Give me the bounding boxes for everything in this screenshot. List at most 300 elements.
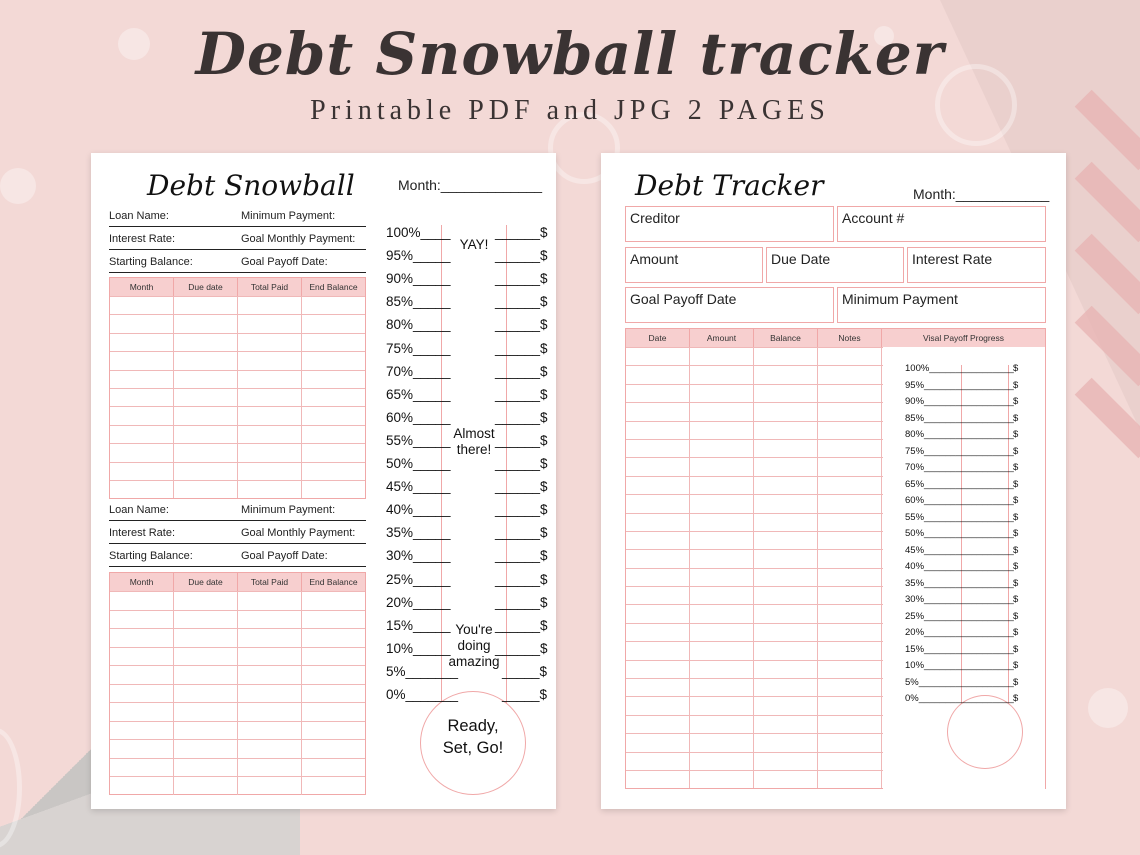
table-row bbox=[110, 314, 365, 332]
table-row bbox=[110, 370, 365, 388]
table-cell[interactable] bbox=[302, 463, 365, 480]
table-cell[interactable] bbox=[754, 624, 818, 641]
table-cell[interactable] bbox=[110, 629, 174, 647]
table-cell[interactable] bbox=[690, 771, 754, 788]
table-cell[interactable] bbox=[110, 352, 174, 369]
table-cell[interactable] bbox=[174, 592, 238, 610]
table-cell[interactable] bbox=[302, 666, 365, 684]
table-cell[interactable] bbox=[302, 315, 365, 332]
progress-percent-label: 70%_____ bbox=[386, 363, 451, 379]
table-cell[interactable] bbox=[174, 777, 238, 795]
table-cell[interactable] bbox=[110, 371, 174, 388]
progress-percent-label: 95%_________________ bbox=[905, 379, 1014, 391]
progress-percent-label: 30%_________________ bbox=[905, 594, 1014, 605]
main-title: Debt Snowball tracker bbox=[195, 20, 945, 88]
table-cell[interactable] bbox=[690, 605, 754, 622]
table-cell[interactable] bbox=[754, 532, 818, 549]
column-header: Total Paid bbox=[238, 573, 302, 591]
progress-percent-label: 10%_____ bbox=[386, 640, 451, 656]
progress-dollar-blank[interactable]: ______$ bbox=[495, 340, 548, 356]
progress-dollar-blank[interactable]: ______$ bbox=[495, 432, 548, 448]
table-cell[interactable] bbox=[174, 371, 238, 388]
table-cell[interactable] bbox=[238, 426, 302, 443]
progress-percent-label: 100%________________ bbox=[905, 363, 1014, 374]
table-cell[interactable] bbox=[690, 348, 754, 365]
interest-rate-field[interactable]: Interest Rate bbox=[907, 247, 1046, 283]
table-cell[interactable] bbox=[690, 532, 754, 549]
table-cell[interactable] bbox=[818, 697, 882, 714]
table-row bbox=[110, 296, 365, 314]
progress-percent-label: 80%_________________ bbox=[905, 429, 1014, 440]
table-cell[interactable] bbox=[754, 642, 818, 659]
table-cell[interactable] bbox=[626, 366, 690, 383]
background-stripe bbox=[1075, 306, 1140, 387]
progress-message: Almost there! bbox=[453, 426, 495, 457]
table-cell[interactable] bbox=[110, 297, 174, 314]
table-cell[interactable] bbox=[754, 569, 818, 586]
background-ring bbox=[0, 728, 22, 848]
table-cell[interactable] bbox=[238, 629, 302, 647]
column-header: Notes bbox=[818, 329, 882, 347]
table-cell[interactable] bbox=[302, 740, 365, 758]
progress-percent-label: 0%_______ bbox=[386, 687, 459, 702]
table-cell[interactable] bbox=[110, 592, 174, 610]
table-cell[interactable] bbox=[110, 315, 174, 332]
table-cell[interactable] bbox=[174, 315, 238, 332]
progress-dollar-blank[interactable]: ______$ bbox=[495, 248, 548, 264]
progress-percent-label: 70%_________________ bbox=[905, 462, 1014, 473]
minimum-payment-field[interactable]: Minimum Payment bbox=[837, 287, 1046, 323]
table-cell[interactable] bbox=[626, 697, 690, 714]
table-cell[interactable] bbox=[818, 532, 882, 549]
table-cell[interactable] bbox=[302, 777, 365, 795]
progress-dollar-blank[interactable]: ______$ bbox=[495, 617, 548, 633]
table-cell[interactable] bbox=[818, 587, 882, 604]
table-cell[interactable] bbox=[238, 334, 302, 351]
goal-payoff-date-label: Goal Payoff Date: bbox=[241, 256, 328, 268]
minimum-payment-label: Minimum Payment: bbox=[241, 504, 336, 516]
table-cell[interactable] bbox=[754, 422, 818, 439]
table-cell[interactable] bbox=[818, 661, 882, 678]
table-cell[interactable] bbox=[626, 348, 690, 365]
table-cell[interactable] bbox=[818, 734, 882, 751]
column-header: Month bbox=[110, 573, 174, 591]
table-cell[interactable] bbox=[754, 550, 818, 567]
table-cell[interactable] bbox=[238, 389, 302, 406]
table-cell[interactable] bbox=[754, 385, 818, 402]
progress-message: Ready, Set, Go! bbox=[442, 717, 504, 757]
table-cell[interactable] bbox=[626, 422, 690, 439]
progress-dollar-sign: $ bbox=[1013, 445, 1019, 457]
table-cell[interactable] bbox=[238, 592, 302, 610]
table-cell[interactable] bbox=[818, 550, 882, 567]
table-cell[interactable] bbox=[754, 734, 818, 751]
progress-dollar-blank[interactable]: ______$ bbox=[495, 294, 548, 310]
column-header: End Balance bbox=[309, 577, 358, 587]
progress-dollar-sign: $ bbox=[1013, 544, 1019, 556]
progress-percent-label: 5%__________________ bbox=[905, 676, 1014, 688]
table-cell[interactable] bbox=[110, 481, 174, 498]
amount-field[interactable]: Amount bbox=[625, 247, 763, 283]
table-cell[interactable] bbox=[690, 624, 754, 641]
table-cell[interactable] bbox=[754, 661, 818, 678]
table-cell[interactable] bbox=[302, 371, 365, 388]
table-row bbox=[110, 702, 365, 721]
table-row bbox=[110, 388, 365, 406]
table-cell[interactable] bbox=[626, 661, 690, 678]
table-cell[interactable] bbox=[302, 648, 365, 666]
table-cell[interactable] bbox=[302, 334, 365, 351]
progress-percent-label: 85%_____ bbox=[386, 294, 451, 310]
table-cell[interactable] bbox=[238, 777, 302, 795]
loan-name-label: Loan Name: bbox=[109, 210, 169, 222]
table-cell[interactable] bbox=[690, 514, 754, 531]
table-cell[interactable] bbox=[818, 716, 882, 733]
month-label: Month:_____________ bbox=[398, 177, 543, 193]
table-cell[interactable] bbox=[754, 753, 818, 770]
table-cell[interactable] bbox=[174, 389, 238, 406]
background-dot bbox=[0, 168, 36, 204]
table-cell[interactable] bbox=[818, 514, 882, 531]
table-row bbox=[110, 610, 365, 629]
table-cell[interactable] bbox=[818, 477, 882, 494]
table-header bbox=[626, 329, 1045, 347]
table-cell[interactable] bbox=[174, 334, 238, 351]
table-cell[interactable] bbox=[174, 611, 238, 629]
table-row bbox=[110, 480, 365, 498]
table-cell[interactable] bbox=[818, 366, 882, 383]
table-cell[interactable] bbox=[626, 679, 690, 696]
progress-percent-label: 10%_________________ bbox=[905, 660, 1014, 671]
table-cell[interactable] bbox=[238, 371, 302, 388]
table-cell[interactable] bbox=[302, 444, 365, 461]
table-cell[interactable] bbox=[690, 679, 754, 696]
table-cell[interactable] bbox=[690, 753, 754, 770]
table-cell[interactable] bbox=[302, 592, 365, 610]
table-cell[interactable] bbox=[754, 679, 818, 696]
info-row bbox=[109, 545, 366, 567]
table-cell[interactable] bbox=[818, 348, 882, 365]
table-cell[interactable] bbox=[754, 440, 818, 457]
goal-payoff-date-field[interactable]: Goal Payoff Date bbox=[625, 287, 834, 323]
table-cell[interactable] bbox=[238, 648, 302, 666]
table-cell[interactable] bbox=[754, 403, 818, 420]
table-cell[interactable] bbox=[754, 716, 818, 733]
table-cell[interactable] bbox=[110, 703, 174, 721]
column-header: End Balance bbox=[309, 282, 358, 292]
table-cell[interactable] bbox=[110, 611, 174, 629]
table-cell[interactable] bbox=[690, 734, 754, 751]
table-cell[interactable] bbox=[690, 422, 754, 439]
table-cell[interactable] bbox=[626, 753, 690, 770]
table-cell[interactable] bbox=[754, 514, 818, 531]
table-cell[interactable] bbox=[754, 458, 818, 475]
progress-percent-label: 75%_________________ bbox=[905, 445, 1014, 457]
progress-dollar-blank[interactable]: _____$ bbox=[502, 663, 548, 679]
table-cell[interactable] bbox=[110, 444, 174, 461]
progress-percent-label: 30%_____ bbox=[386, 548, 451, 564]
table-cell[interactable] bbox=[818, 624, 882, 641]
table-cell[interactable] bbox=[238, 722, 302, 740]
table-cell[interactable] bbox=[174, 629, 238, 647]
table-row bbox=[110, 425, 365, 443]
table-cell[interactable] bbox=[238, 407, 302, 424]
table-cell[interactable] bbox=[238, 740, 302, 758]
table-cell[interactable] bbox=[818, 385, 882, 402]
table-cell[interactable] bbox=[110, 334, 174, 351]
table-cell[interactable] bbox=[690, 385, 754, 402]
table-cell[interactable] bbox=[238, 352, 302, 369]
table-cell[interactable] bbox=[690, 440, 754, 457]
table-cell[interactable] bbox=[174, 463, 238, 480]
table-cell[interactable] bbox=[818, 753, 882, 770]
table-cell[interactable] bbox=[818, 605, 882, 622]
table-cell[interactable] bbox=[174, 703, 238, 721]
progress-dollar-blank[interactable]: ______$ bbox=[495, 594, 548, 610]
table-cell[interactable] bbox=[174, 666, 238, 684]
table-cell[interactable] bbox=[626, 532, 690, 549]
table-cell[interactable] bbox=[174, 426, 238, 443]
column-header: Month bbox=[110, 278, 174, 296]
table-cell[interactable] bbox=[626, 771, 690, 788]
progress-percent-label: 65%_____ bbox=[386, 386, 451, 402]
table-cell[interactable] bbox=[238, 297, 302, 314]
table-cell[interactable] bbox=[626, 605, 690, 622]
table-cell[interactable] bbox=[818, 569, 882, 586]
table-cell[interactable] bbox=[302, 297, 365, 314]
table-cell[interactable] bbox=[302, 703, 365, 721]
progress-message: YAY! bbox=[459, 237, 489, 252]
table-cell[interactable] bbox=[302, 407, 365, 424]
table-cell[interactable] bbox=[818, 458, 882, 475]
table-row bbox=[110, 739, 365, 758]
table-cell[interactable] bbox=[174, 685, 238, 703]
table-cell[interactable] bbox=[754, 495, 818, 512]
progress-dollar-sign: $ bbox=[1013, 610, 1019, 622]
table-cell[interactable] bbox=[818, 403, 882, 420]
minimum-payment-label: Minimum Payment: bbox=[241, 210, 336, 222]
table-cell[interactable] bbox=[238, 481, 302, 498]
table-row bbox=[110, 758, 365, 777]
progress-dollar-blank[interactable]: ______$ bbox=[495, 548, 548, 564]
table-cell[interactable] bbox=[110, 389, 174, 406]
progress-percent-label: 0%__________________ bbox=[905, 693, 1014, 704]
table-cell[interactable] bbox=[174, 481, 238, 498]
table-cell[interactable] bbox=[690, 716, 754, 733]
table-header bbox=[110, 573, 365, 591]
progress-dollar-sign: $ bbox=[1013, 693, 1019, 704]
table-cell[interactable] bbox=[302, 352, 365, 369]
table-cell[interactable] bbox=[626, 569, 690, 586]
table-cell[interactable] bbox=[754, 366, 818, 383]
table-cell[interactable] bbox=[110, 777, 174, 795]
table-row bbox=[110, 684, 365, 703]
progress-dollar-sign: $ bbox=[1013, 660, 1019, 671]
table-cell[interactable] bbox=[690, 366, 754, 383]
table-cell[interactable] bbox=[302, 722, 365, 740]
table-cell[interactable] bbox=[238, 463, 302, 480]
creditor-field[interactable]: Creditor bbox=[625, 206, 834, 242]
table-cell[interactable] bbox=[754, 605, 818, 622]
progress-dollar-blank[interactable]: ______$ bbox=[495, 409, 548, 425]
table-cell[interactable] bbox=[238, 703, 302, 721]
progress-dollar-blank[interactable]: ______$ bbox=[495, 225, 548, 240]
progress-percent-label: 5%_______ bbox=[386, 663, 459, 679]
column-header: Total Paid bbox=[238, 278, 302, 296]
loan-name-label: Loan Name: bbox=[109, 504, 169, 516]
table-cell[interactable] bbox=[626, 440, 690, 457]
table-cell[interactable] bbox=[110, 426, 174, 443]
table-cell[interactable] bbox=[110, 759, 174, 777]
table-cell[interactable] bbox=[626, 495, 690, 512]
table-cell[interactable] bbox=[626, 458, 690, 475]
table-cell[interactable] bbox=[302, 685, 365, 703]
table-cell[interactable] bbox=[238, 685, 302, 703]
progress-dollar-sign: $ bbox=[1013, 627, 1019, 638]
table-cell[interactable] bbox=[110, 666, 174, 684]
table-cell[interactable] bbox=[174, 722, 238, 740]
table-cell[interactable] bbox=[174, 740, 238, 758]
table-cell[interactable] bbox=[174, 648, 238, 666]
table-cell[interactable] bbox=[690, 642, 754, 659]
page-title: Debt Tracker bbox=[635, 169, 824, 202]
table-row bbox=[110, 776, 365, 795]
table-cell[interactable] bbox=[110, 648, 174, 666]
progress-percent-label: 95%_____ bbox=[386, 248, 451, 264]
progress-percent-label: 80%_____ bbox=[386, 317, 451, 333]
table-cell[interactable] bbox=[238, 611, 302, 629]
table-cell[interactable] bbox=[238, 759, 302, 777]
table-row bbox=[110, 333, 365, 351]
progress-percent-label: 45%_____ bbox=[386, 479, 451, 495]
progress-dollar-blank[interactable]: ______$ bbox=[495, 571, 548, 587]
progress-percent-label: 15%_____ bbox=[386, 617, 451, 633]
progress-percent-label: 90%_________________ bbox=[905, 396, 1014, 407]
account-field[interactable]: Account # bbox=[837, 206, 1046, 242]
background-dot bbox=[1088, 688, 1128, 728]
table-cell[interactable] bbox=[174, 444, 238, 461]
progress-dollar-blank[interactable]: ______$ bbox=[495, 271, 548, 287]
table-row bbox=[110, 628, 365, 647]
table-cell[interactable] bbox=[110, 722, 174, 740]
progress-percent-label: 50%_____ bbox=[386, 456, 451, 471]
progress-dollar-blank[interactable]: ______$ bbox=[495, 502, 548, 518]
table-cell[interactable] bbox=[626, 642, 690, 659]
table-cell[interactable] bbox=[690, 697, 754, 714]
progress-dollar-sign: $ bbox=[1013, 412, 1019, 424]
table-cell[interactable] bbox=[818, 440, 882, 457]
table-cell[interactable] bbox=[110, 740, 174, 758]
table-cell[interactable] bbox=[754, 477, 818, 494]
progress-dollar-blank[interactable]: ______$ bbox=[495, 479, 548, 495]
progress-percent-label: 25%_________________ bbox=[905, 610, 1014, 622]
table-cell[interactable] bbox=[626, 734, 690, 751]
table-cell[interactable] bbox=[174, 297, 238, 314]
progress-dollar-blank[interactable]: ______$ bbox=[495, 386, 548, 402]
starting-balance-label: Starting Balance: bbox=[109, 550, 193, 562]
month-label: Month:____________ bbox=[913, 186, 1050, 202]
table-cell[interactable] bbox=[690, 403, 754, 420]
table-cell[interactable] bbox=[174, 759, 238, 777]
column-header: Due date bbox=[174, 278, 238, 296]
progress-dollar-blank[interactable]: ______$ bbox=[495, 317, 548, 333]
table-cell[interactable] bbox=[626, 550, 690, 567]
progress-dollar-sign: $ bbox=[1013, 594, 1019, 605]
progress-dollar-blank[interactable]: ______$ bbox=[495, 456, 548, 471]
table-cell[interactable] bbox=[626, 587, 690, 604]
table-cell[interactable] bbox=[302, 389, 365, 406]
progress-dollar-sign: $ bbox=[1013, 561, 1019, 572]
table-cell[interactable] bbox=[174, 352, 238, 369]
table-cell[interactable] bbox=[690, 495, 754, 512]
table-cell[interactable] bbox=[818, 642, 882, 659]
payment-table bbox=[109, 277, 366, 499]
table-cell[interactable] bbox=[626, 385, 690, 402]
table-cell[interactable] bbox=[302, 629, 365, 647]
table-cell[interactable] bbox=[302, 759, 365, 777]
table-cell[interactable] bbox=[302, 611, 365, 629]
table-cell[interactable] bbox=[302, 426, 365, 443]
progress-dollar-blank[interactable]: ______$ bbox=[495, 363, 548, 379]
table-cell[interactable] bbox=[690, 587, 754, 604]
table-cell[interactable] bbox=[690, 661, 754, 678]
column-header: Due date bbox=[174, 573, 238, 591]
table-cell[interactable] bbox=[626, 477, 690, 494]
progress-dollar-sign: $ bbox=[1013, 528, 1019, 539]
table-cell[interactable] bbox=[238, 444, 302, 461]
table-row bbox=[110, 721, 365, 740]
table-cell[interactable] bbox=[626, 403, 690, 420]
debt-tracker-page bbox=[601, 153, 1066, 809]
table-cell[interactable] bbox=[238, 315, 302, 332]
progress-dollar-blank[interactable]: _____$ bbox=[502, 687, 548, 702]
table-cell[interactable] bbox=[110, 685, 174, 703]
progress-dollar-sign: $ bbox=[1013, 429, 1019, 440]
table-cell[interactable] bbox=[626, 624, 690, 641]
table-cell[interactable] bbox=[110, 407, 174, 424]
table-cell[interactable] bbox=[690, 550, 754, 567]
table-cell[interactable] bbox=[818, 495, 882, 512]
table-cell[interactable] bbox=[690, 477, 754, 494]
progress-dollar-sign: $ bbox=[1013, 379, 1019, 391]
table-cell[interactable] bbox=[110, 463, 174, 480]
table-cell[interactable] bbox=[302, 481, 365, 498]
table-cell[interactable] bbox=[818, 771, 882, 788]
table-cell[interactable] bbox=[818, 422, 882, 439]
progress-percent-label: 75%_____ bbox=[386, 340, 451, 356]
column-header: Balance bbox=[754, 329, 818, 347]
table-cell[interactable] bbox=[754, 771, 818, 788]
table-cell[interactable] bbox=[626, 716, 690, 733]
column-header: Date bbox=[626, 329, 690, 347]
table-cell[interactable] bbox=[626, 514, 690, 531]
progress-percent-label: 20%_________________ bbox=[905, 627, 1014, 638]
table-cell[interactable] bbox=[690, 458, 754, 475]
progress-percent-label: 20%_____ bbox=[386, 594, 451, 610]
progress-percent-label: 35%_____ bbox=[386, 525, 451, 541]
table-cell[interactable] bbox=[238, 666, 302, 684]
table-cell[interactable] bbox=[754, 697, 818, 714]
table-cell[interactable] bbox=[754, 587, 818, 604]
progress-dollar-blank[interactable]: ______$ bbox=[495, 640, 548, 656]
table-cell[interactable] bbox=[690, 569, 754, 586]
table-cell[interactable] bbox=[754, 348, 818, 365]
due-date-field[interactable]: Due Date bbox=[766, 247, 904, 283]
table-cell[interactable] bbox=[174, 407, 238, 424]
progress-dollar-blank[interactable]: ______$ bbox=[495, 525, 548, 541]
progress-percent-label: 40%_________________ bbox=[905, 561, 1014, 572]
table-cell[interactable] bbox=[818, 679, 882, 696]
